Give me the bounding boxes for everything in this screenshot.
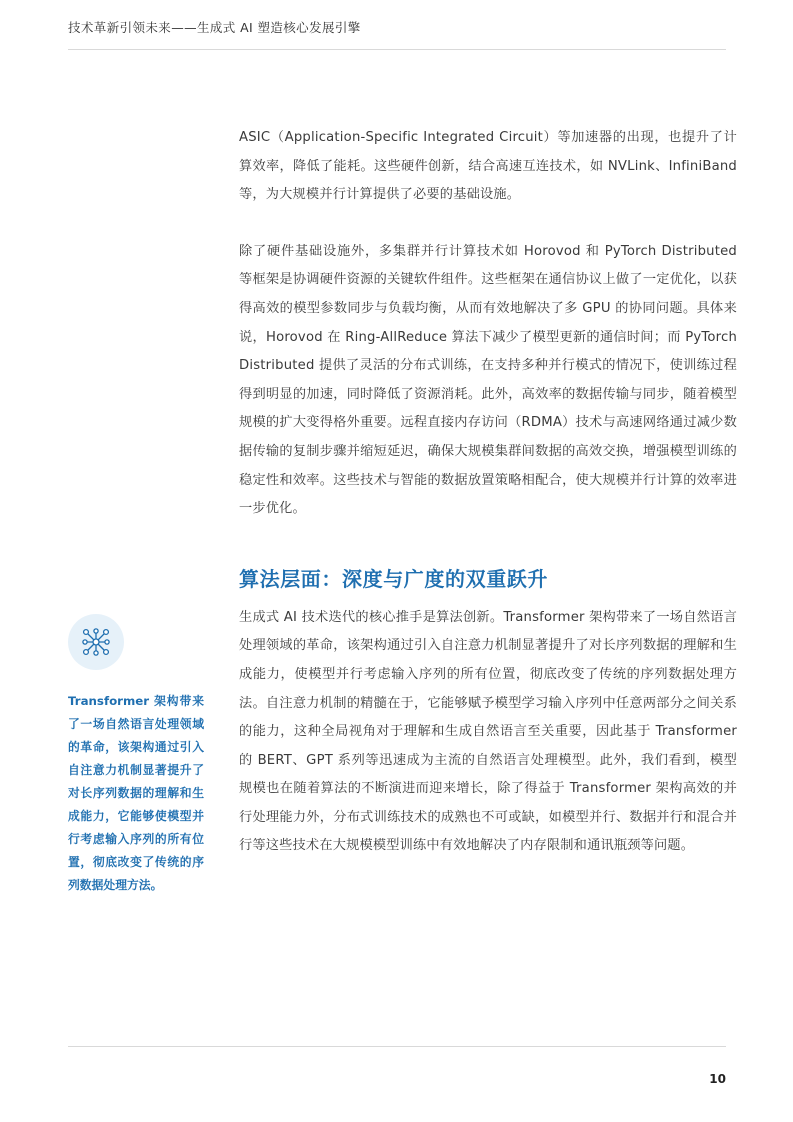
- running-header: 技术革新引领未来——生成式 AI 塑造核心发展引擎: [68, 20, 361, 35]
- section-heading: 算法层面：深度与广度的双重跃升: [239, 566, 548, 591]
- main-column: [239, 124, 737, 861]
- header-divider: [68, 49, 726, 50]
- pull-quote: Transformer 架构带来了一场自然语言处理领域的革命，该架构通过引入自注意力机制显著提升了对长序列数据的理解和生成能力，它能够使模型并行考虑输入序列的所有位置，彻底改变了传统的序列数据处理方法。: [68, 694, 204, 892]
- body-paragraph: ASIC（Application-Specific Integrated Circuit）等加速器的出现，也提升了计算效率，降低了能耗。这些硬件创新，结合高速互连技术，如 NVLink、InfiniBand 等，为大规模并行计算提供了必要的基础设施。: [239, 130, 737, 203]
- body-paragraph: 除了硬件基础设施外，多集群并行计算技术如 Horovod 和 PyTorch Distributed 等框架是协调硬件资源的关键软件组件。这些框架在通信协议上做了一定优化，以获得高效的模型参数同步与负载均衡，从而有效地解决了多 GPU 的协同问题。具体来说，Horovod 在 Ring-AllReduce 算法下减少了模型更新的通信时间；而 PyTorch Distributed 提供了灵活的分布式训练，在支持多种并行模式的情况下，使训练过程得到明显的加速，同时降低了资源消耗。此外，高效率的数据传输与同步，随着模型规模的扩大变得格外重要。远程直接内存访问（RDMA）技术与高速网络通过减少数据传输的复制步骤并缩短延迟，确保大规模集群间数据的高效交换，增强模型训练的稳定性和效率。这些技术与智能的数据放置策略相配合，使大规模并行计算的效率进一步优化。: [239, 243, 737, 517]
- footer-divider: [68, 1046, 726, 1047]
- page-number: 10: [709, 1072, 726, 1086]
- section-paragraph: 生成式 AI 技术迭代的核心推手是算法创新。Transformer 架构带来了一场自然语言处理领域的革命，该架构通过引入自注意力机制显著提升了对长序列数据的理解和生成能力，使模型并行考虑输入序列的所有位置，彻底改变了传统的序列数据处理方法。自注意力机制的精髓在于，它能够赋予模型学习输入序列中任意两部分之间关系的能力，这种全局视角对于理解和生成自然语言至关重要，因此基于 Transformer 的 BERT、GPT 系列等迅速成为主流的自然语言处理模型。此外，我们看到，模型规模也在随着算法的不断演进而迎来增长，除了得益于 Transformer 架构高效的并行处理能力外，分布式训练技术的成熟也不可或缺，如模型并行、数据并行和混合并行等这些技术在大规模模型训练中有效地解决了内存限制和通讯瓶颈等问题。: [239, 609, 737, 854]
- network-nodes-icon: [68, 614, 124, 670]
